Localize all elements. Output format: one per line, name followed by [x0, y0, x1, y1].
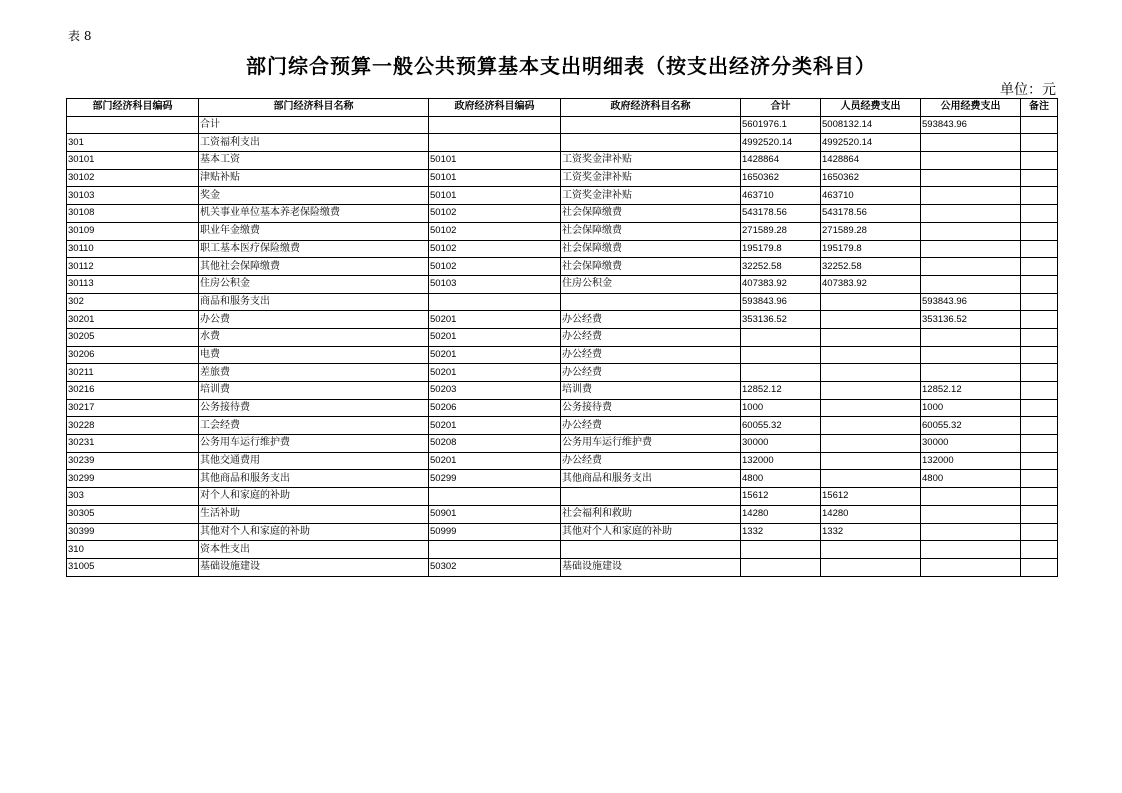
cell-gov-name: 社会保障缴费: [561, 222, 741, 240]
cell-gov-code: 50299: [429, 470, 561, 488]
table-row: [67, 523, 1058, 541]
table-body: [67, 116, 1058, 576]
cell-dept-code: 30109: [67, 222, 199, 240]
cell-gov-name: 社会保障缴费: [561, 258, 741, 276]
table-row: [67, 558, 1058, 576]
cell-public: 132000: [921, 452, 1021, 470]
cell-public: [921, 488, 1021, 506]
cell-dept-name: 合计: [199, 116, 429, 134]
cell-personnel: [821, 311, 921, 329]
cell-public: 30000: [921, 435, 1021, 453]
cell-gov-name: [561, 116, 741, 134]
cell-gov-code: 50102: [429, 222, 561, 240]
cell-public: 4800: [921, 470, 1021, 488]
cell-gov-name: 社会福利和救助: [561, 505, 741, 523]
cell-gov-code: 50203: [429, 382, 561, 400]
cell-total: 14280: [741, 505, 821, 523]
cell-personnel: 32252.58: [821, 258, 921, 276]
cell-note: [1021, 328, 1058, 346]
table-row: [67, 240, 1058, 258]
cell-personnel: [821, 541, 921, 559]
cell-dept-code: 30112: [67, 258, 199, 276]
cell-total: 60055.32: [741, 417, 821, 435]
unit-label: 单位：元: [1000, 82, 1056, 98]
table-row: [67, 505, 1058, 523]
cell-note: [1021, 152, 1058, 170]
cell-gov-code: 50101: [429, 152, 561, 170]
cell-dept-name: 基本工资: [199, 152, 429, 170]
cell-gov-name: 基础设施建设: [561, 558, 741, 576]
cell-public: [921, 364, 1021, 382]
cell-dept-name: 生活补助: [199, 505, 429, 523]
cell-public: [921, 240, 1021, 258]
cell-gov-code: 50201: [429, 417, 561, 435]
cell-public: [921, 258, 1021, 276]
table-row: [67, 328, 1058, 346]
cell-note: [1021, 258, 1058, 276]
cell-personnel: [821, 399, 921, 417]
cell-personnel: [821, 364, 921, 382]
cell-personnel: [821, 435, 921, 453]
table-row: [67, 452, 1058, 470]
cell-personnel: [821, 293, 921, 311]
cell-note: [1021, 311, 1058, 329]
cell-total: 15612: [741, 488, 821, 506]
header-gov-name: 政府经济科目名称: [561, 99, 741, 117]
cell-public: [921, 134, 1021, 152]
cell-dept-name: 差旅费: [199, 364, 429, 382]
cell-dept-code: 30108: [67, 205, 199, 223]
cell-gov-name: 社会保障缴费: [561, 205, 741, 223]
cell-dept-code: 31005: [67, 558, 199, 576]
cell-gov-name: 其他商品和服务支出: [561, 470, 741, 488]
cell-gov-code: [429, 488, 561, 506]
cell-total: [741, 328, 821, 346]
header-personnel: 人员经费支出: [821, 99, 921, 117]
cell-personnel: 15612: [821, 488, 921, 506]
cell-gov-name: 办公经费: [561, 328, 741, 346]
cell-public: 60055.32: [921, 417, 1021, 435]
cell-dept-name: 办公费: [199, 311, 429, 329]
cell-total: 463710: [741, 187, 821, 205]
cell-note: [1021, 541, 1058, 559]
cell-total: [741, 558, 821, 576]
table-row: [67, 311, 1058, 329]
cell-public: [921, 222, 1021, 240]
cell-gov-code: 50208: [429, 435, 561, 453]
cell-dept-code: 30239: [67, 452, 199, 470]
cell-note: [1021, 399, 1058, 417]
cell-note: [1021, 169, 1058, 187]
cell-personnel: 1332: [821, 523, 921, 541]
table-row: [67, 152, 1058, 170]
cell-personnel: [821, 417, 921, 435]
cell-total: [741, 364, 821, 382]
cell-personnel: 463710: [821, 187, 921, 205]
table-number: 表 8: [68, 29, 92, 43]
cell-dept-code: 30217: [67, 399, 199, 417]
table-row: [67, 541, 1058, 559]
cell-gov-name: 培训费: [561, 382, 741, 400]
cell-dept-name: 工资福利支出: [199, 134, 429, 152]
cell-total: 12852.12: [741, 382, 821, 400]
cell-gov-code: 50102: [429, 258, 561, 276]
cell-gov-name: 工资奖金津补贴: [561, 169, 741, 187]
cell-total: [741, 541, 821, 559]
cell-dept-code: 30206: [67, 346, 199, 364]
cell-total: 353136.52: [741, 311, 821, 329]
cell-public: [921, 523, 1021, 541]
cell-dept-code: 30201: [67, 311, 199, 329]
cell-gov-code: 50102: [429, 240, 561, 258]
cell-dept-name: 职工基本医疗保险缴费: [199, 240, 429, 258]
cell-note: [1021, 205, 1058, 223]
cell-note: [1021, 505, 1058, 523]
cell-public: 593843.96: [921, 293, 1021, 311]
cell-dept-code: 30305: [67, 505, 199, 523]
cell-personnel: [821, 328, 921, 346]
cell-total: 5601976.1: [741, 116, 821, 134]
cell-public: 593843.96: [921, 116, 1021, 134]
cell-total: 4800: [741, 470, 821, 488]
cell-gov-name: 工资奖金津补贴: [561, 187, 741, 205]
cell-total: 32252.58: [741, 258, 821, 276]
cell-total: 407383.92: [741, 275, 821, 293]
cell-gov-code: [429, 116, 561, 134]
cell-personnel: 271589.28: [821, 222, 921, 240]
cell-gov-code: 50901: [429, 505, 561, 523]
cell-dept-code: 303: [67, 488, 199, 506]
cell-note: [1021, 275, 1058, 293]
table-row: [67, 346, 1058, 364]
cell-note: [1021, 134, 1058, 152]
cell-note: [1021, 293, 1058, 311]
header-dept-code: 部门经济科目编码: [67, 99, 199, 117]
header-dept-name: 部门经济科目名称: [199, 99, 429, 117]
cell-dept-name: 电费: [199, 346, 429, 364]
cell-personnel: 1650362: [821, 169, 921, 187]
cell-gov-name: 公务用车运行维护费: [561, 435, 741, 453]
cell-public: [921, 205, 1021, 223]
cell-note: [1021, 222, 1058, 240]
cell-gov-code: 50206: [429, 399, 561, 417]
cell-dept-code: [67, 116, 199, 134]
table-row: [67, 470, 1058, 488]
cell-personnel: 407383.92: [821, 275, 921, 293]
cell-gov-code: [429, 541, 561, 559]
cell-public: [921, 187, 1021, 205]
cell-gov-name: 公务接待费: [561, 399, 741, 417]
cell-dept-code: 301: [67, 134, 199, 152]
cell-public: [921, 152, 1021, 170]
cell-dept-name: 其他交通费用: [199, 452, 429, 470]
expenditure-detail-table: [66, 98, 1058, 577]
cell-gov-name: 办公经费: [561, 364, 741, 382]
cell-dept-code: 310: [67, 541, 199, 559]
cell-public: [921, 558, 1021, 576]
cell-note: [1021, 382, 1058, 400]
cell-dept-code: 30228: [67, 417, 199, 435]
cell-dept-name: 公务用车运行维护费: [199, 435, 429, 453]
cell-personnel: [821, 558, 921, 576]
cell-public: [921, 169, 1021, 187]
cell-total: 271589.28: [741, 222, 821, 240]
table-row: [67, 275, 1058, 293]
cell-dept-code: 30102: [67, 169, 199, 187]
cell-note: [1021, 470, 1058, 488]
cell-gov-code: 50201: [429, 346, 561, 364]
cell-public: 1000: [921, 399, 1021, 417]
cell-dept-name: 资本性支出: [199, 541, 429, 559]
cell-note: [1021, 417, 1058, 435]
cell-dept-name: 津贴补贴: [199, 169, 429, 187]
cell-dept-name: 商品和服务支出: [199, 293, 429, 311]
cell-dept-name: 机关事业单位基本养老保险缴费: [199, 205, 429, 223]
header-total: 合计: [741, 99, 821, 117]
cell-personnel: 543178.56: [821, 205, 921, 223]
cell-dept-name: 住房公积金: [199, 275, 429, 293]
cell-dept-code: 30231: [67, 435, 199, 453]
cell-personnel: 5008132.14: [821, 116, 921, 134]
cell-personnel: 1428864: [821, 152, 921, 170]
cell-gov-name: 办公经费: [561, 346, 741, 364]
cell-dept-code: 30216: [67, 382, 199, 400]
table-row: [67, 435, 1058, 453]
cell-gov-code: [429, 134, 561, 152]
cell-dept-name: 基础设施建设: [199, 558, 429, 576]
cell-gov-code: 50201: [429, 452, 561, 470]
cell-gov-name: [561, 488, 741, 506]
cell-note: [1021, 346, 1058, 364]
cell-dept-name: 其他社会保障缴费: [199, 258, 429, 276]
cell-dept-name: 水费: [199, 328, 429, 346]
cell-note: [1021, 364, 1058, 382]
cell-gov-name: 社会保障缴费: [561, 240, 741, 258]
cell-dept-code: 30299: [67, 470, 199, 488]
cell-gov-code: 50101: [429, 187, 561, 205]
cell-gov-name: 住房公积金: [561, 275, 741, 293]
header-note: 备注: [1021, 99, 1058, 117]
table-row: [67, 205, 1058, 223]
table-row: [67, 187, 1058, 205]
cell-public: [921, 505, 1021, 523]
cell-gov-name: 工资奖金津补贴: [561, 152, 741, 170]
cell-dept-name: 其他商品和服务支出: [199, 470, 429, 488]
header-public: 公用经费支出: [921, 99, 1021, 117]
cell-gov-code: 50302: [429, 558, 561, 576]
table-row: [67, 293, 1058, 311]
table-row: [67, 116, 1058, 134]
cell-dept-code: 30205: [67, 328, 199, 346]
cell-public: [921, 328, 1021, 346]
cell-gov-code: 50201: [429, 364, 561, 382]
cell-gov-name: [561, 293, 741, 311]
cell-note: [1021, 488, 1058, 506]
cell-dept-code: 30113: [67, 275, 199, 293]
cell-total: 1332: [741, 523, 821, 541]
cell-total: 1000: [741, 399, 821, 417]
cell-gov-code: 50101: [429, 169, 561, 187]
cell-dept-code: 302: [67, 293, 199, 311]
cell-note: [1021, 435, 1058, 453]
cell-gov-name: 办公经费: [561, 452, 741, 470]
cell-total: 195179.8: [741, 240, 821, 258]
header-gov-code: 政府经济科目编码: [429, 99, 561, 117]
cell-gov-code: 50201: [429, 328, 561, 346]
cell-dept-name: 奖金: [199, 187, 429, 205]
cell-dept-name: 其他对个人和家庭的补助: [199, 523, 429, 541]
cell-total: 30000: [741, 435, 821, 453]
cell-public: 12852.12: [921, 382, 1021, 400]
table-row: [67, 169, 1058, 187]
cell-personnel: 4992520.14: [821, 134, 921, 152]
cell-gov-code: 50999: [429, 523, 561, 541]
cell-gov-code: 50102: [429, 205, 561, 223]
cell-note: [1021, 523, 1058, 541]
cell-gov-code: 50201: [429, 311, 561, 329]
page-title: 部门综合预算一般公共预算基本支出明细表（按支出经济分类科目）: [246, 54, 876, 78]
cell-gov-name: 其他对个人和家庭的补助: [561, 523, 741, 541]
cell-note: [1021, 558, 1058, 576]
cell-public: [921, 541, 1021, 559]
cell-note: [1021, 187, 1058, 205]
cell-dept-name: 培训费: [199, 382, 429, 400]
cell-gov-code: [429, 293, 561, 311]
table-row: [67, 417, 1058, 435]
cell-dept-code: 30399: [67, 523, 199, 541]
header-row: [67, 99, 1058, 117]
cell-total: 593843.96: [741, 293, 821, 311]
cell-total: 543178.56: [741, 205, 821, 223]
cell-total: [741, 346, 821, 364]
cell-dept-name: 职业年金缴费: [199, 222, 429, 240]
cell-gov-name: 办公经费: [561, 311, 741, 329]
cell-dept-code: 30101: [67, 152, 199, 170]
cell-personnel: [821, 382, 921, 400]
table-row: [67, 134, 1058, 152]
cell-gov-name: [561, 541, 741, 559]
table-row: [67, 364, 1058, 382]
cell-personnel: 195179.8: [821, 240, 921, 258]
cell-personnel: 14280: [821, 505, 921, 523]
table-row: [67, 258, 1058, 276]
cell-total: 1650362: [741, 169, 821, 187]
cell-public: [921, 275, 1021, 293]
cell-personnel: [821, 346, 921, 364]
cell-dept-name: 公务接待费: [199, 399, 429, 417]
cell-dept-code: 30103: [67, 187, 199, 205]
cell-note: [1021, 116, 1058, 134]
cell-personnel: [821, 470, 921, 488]
table-row: [67, 488, 1058, 506]
table-row: [67, 399, 1058, 417]
cell-gov-code: 50103: [429, 275, 561, 293]
table-row: [67, 382, 1058, 400]
cell-personnel: [821, 452, 921, 470]
cell-total: 4992520.14: [741, 134, 821, 152]
cell-public: 353136.52: [921, 311, 1021, 329]
cell-dept-code: 30110: [67, 240, 199, 258]
cell-note: [1021, 240, 1058, 258]
cell-total: 132000: [741, 452, 821, 470]
cell-note: [1021, 452, 1058, 470]
cell-dept-name: 工会经费: [199, 417, 429, 435]
table-row: [67, 222, 1058, 240]
cell-dept-name: 对个人和家庭的补助: [199, 488, 429, 506]
cell-total: 1428864: [741, 152, 821, 170]
cell-public: [921, 346, 1021, 364]
cell-dept-code: 30211: [67, 364, 199, 382]
cell-gov-name: 办公经费: [561, 417, 741, 435]
cell-gov-name: [561, 134, 741, 152]
